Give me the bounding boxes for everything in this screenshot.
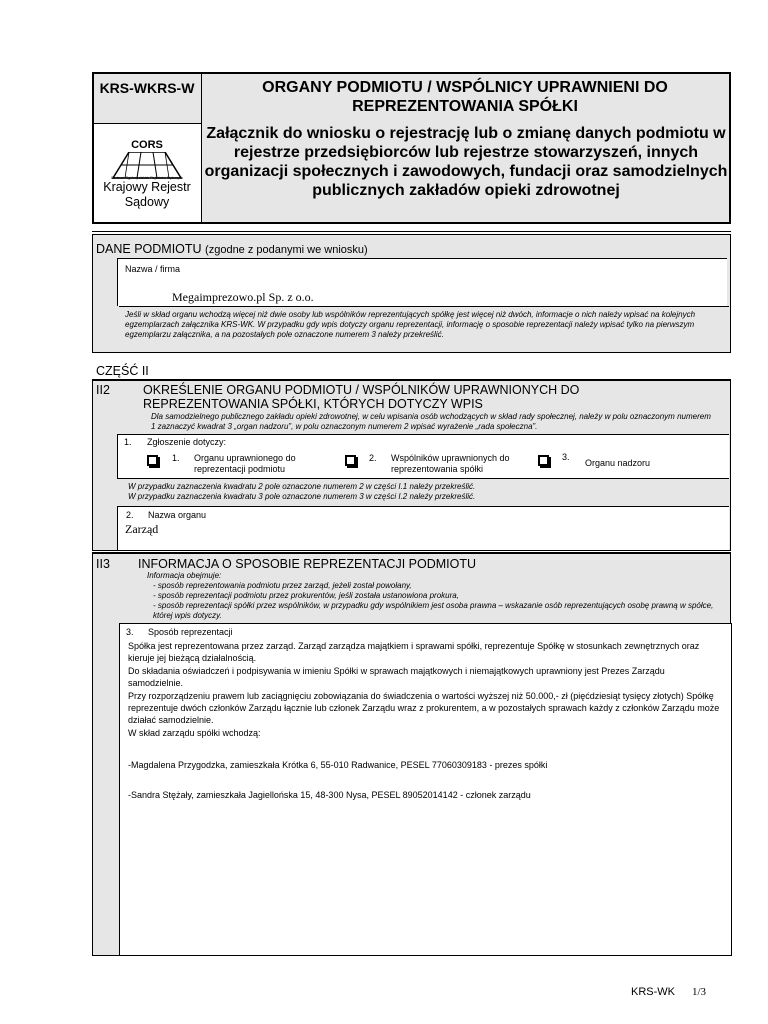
ii3-number: II3	[96, 557, 110, 571]
rep-paragraph-2: Do składania oświadczeń i podpisywania w imieniu Spółki w sprawach majątkowych i niemajątkowych uprawniony jest Prezes Zarządu samodzielnie.	[128, 666, 665, 688]
form-code: KRS-WKRS-W	[99, 80, 195, 96]
logo-subtext: Centrum Ogólnopolskich Rejestrów Sądowych	[111, 176, 183, 180]
option-1-number: 1.	[172, 453, 180, 463]
info-heading: Informacja obejmuje:	[147, 571, 222, 580]
option-3-number: 3.	[562, 452, 570, 462]
option-note-1: W przypadku zaznaczenia kwadratu 2 pole oznaczone numerem 2 w części I.1 należy przekreślić.	[128, 482, 476, 491]
form-subtitle: Załącznik do wniosku o rejestrację lub o zmianę danych podmiotu w rejestrze przedsiębiorców lub rejestrze stowarzyszeń, innych organizacji społecznych i zawodowych, fundacji oraz samodzielnych publicznych zakładów opieki zdrowotnej	[204, 125, 728, 199]
registry-name: Krajowy Rejestr Sądowy	[103, 180, 191, 209]
dane-podmiotu-title: DANE PODMIOTU	[96, 242, 202, 256]
company-name-value: Megaimprezowo.pl Sp. z o.o.	[172, 290, 314, 304]
option-2-label: Wspólników uprawnionych do reprezentowania spółki	[391, 453, 510, 474]
copies-note: Jeśli w skład organu wchodzą więcej niż dwie osoby lub wspólników reprezentujących spółkę jest więcej niż dwóch, informacje o nich należy wpisać na kolejnych egzemplarzach załącznika KRS-WK. W przypadku gdy wpis dotyczy organu reprezentacji, informację o sposobie reprezentacji należy wpisać tylko na pierwszym egzemplarzu załącznika, a na pozostałych pole oznaczone numerem 3 należy przekreślić.	[125, 310, 696, 339]
option-organ-reprezentacji[interactable]	[146, 451, 326, 475]
info-item-1: - sposób reprezentowania podmiotu przez zarząd, jeżeli został powołany,	[153, 581, 412, 590]
organ-name-field[interactable]	[117, 506, 729, 550]
ii2-title: OKREŚLENIE ORGANU PODMIOTU / WSPÓLNIKÓW UPRAWNIONYCH DO REPREZENTOWANIA SPÓŁKI, KTÓRYCH DOTYCZY WPIS	[143, 383, 580, 411]
option-wspolnicy[interactable]	[344, 451, 534, 475]
option-1-checkbox[interactable]	[147, 455, 158, 466]
ii3-title: INFORMACJA O SPOSOBIE REPREZENTACJI PODMIOTU	[138, 557, 477, 571]
option-3-checkbox[interactable]	[538, 455, 549, 466]
info-item-3: - sposób reprezentacji spółki przez wspólników, w przypadku gdy wspólnikiem jest osoba prawna – wskazanie osób reprezentujących osobę prawną w spółce, której wpis dotyczy.	[153, 601, 714, 620]
option-note-2: W przypadku zaznaczenia kwadratu 3 pole oznaczone numerem 3 w części I.2 należy przekreślić.	[128, 492, 476, 501]
rep-paragraph-4: W skład zarządu spółki wchodzą:	[128, 728, 261, 739]
board-member-2: -Sandra Stężały, zamieszkała Jagiellońska 15, 48-300 Nysa, PESEL 89052014142 - członek zarządu	[128, 790, 531, 800]
field3-label: Sposób reprezentacji	[148, 627, 233, 637]
dane-podmiotu-note: (zgodne z podanymi we wniosku)	[205, 244, 368, 256]
logo-text: CORS	[112, 139, 182, 152]
field3-number: 3.	[126, 627, 134, 637]
option-3-label: Organu nadzoru	[585, 458, 651, 468]
company-name-label: Nazwa / firma	[125, 264, 181, 274]
field2-label: Nazwa organu	[148, 510, 207, 520]
rep-paragraph-3: Przy rozporządzeniu prawem lub zaciągnięciu zobowiązania do świadczenia o wartości wyższej niż 50.000,- zł (pięćdziesiąt tysięcy złotych) Spółkę reprezentuje dwóch członków Zarządu łącznie lub członek Zarządu wraz z prokurentem, a w pozostałych sprawach każdy z członków Zarządu może działać samodzielnie.	[128, 691, 720, 725]
dane-podmiotu-note-box	[119, 306, 729, 350]
field2-number: 2.	[126, 510, 134, 520]
page-number: 1/3	[692, 986, 707, 998]
field1-number: 1.	[124, 437, 132, 447]
representation-text	[128, 641, 720, 740]
option-1-label: Organu uprawnionego do reprezentacji podmiotu	[194, 453, 296, 474]
field1-label: Zgłoszenie dotyczy:	[147, 437, 227, 447]
board-member-1: -Magdalena Przygodzka, zamieszkała Krótka 6, 55-010 Radwanice, PESEL 77060309183 - prezes spółki	[128, 760, 548, 770]
option-2-checkbox[interactable]	[345, 455, 356, 466]
footer-form-code: KRS-WK	[631, 986, 675, 998]
organ-name-value: Zarząd	[125, 522, 159, 536]
part-label: CZĘŚĆ II	[96, 364, 149, 378]
ii2-number: II2	[96, 383, 110, 397]
option-2-number: 2.	[369, 453, 377, 463]
rep-paragraph-1: Spółka jest reprezentowana przez zarząd. Zarząd zarządza majątkiem i sprawami spółki, reprezentuje Spółkę w stosunkach zewnętrznych oraz kieruje jej bieżącą działalnością.	[128, 641, 700, 663]
form-title: ORGANY PODMIOTU / WSPÓLNICY UPRAWNIENI DO REPREZENTOWANIA SPÓŁKI	[262, 79, 668, 115]
ii2-note: Dla samodzielnego publicznego zakładu opieki zdrowotnej, w celu wpisania osób wchodzących w skład rady społecznej, należy w polu oznaczonym numerem 1 zaznaczyć kwadrat 3 „organ nadzoru”, w polu oznaczonym numerem 2 wpisać wyrażenie „rada społeczna”.	[151, 412, 711, 431]
option-organ-nadzoru[interactable]	[537, 451, 717, 475]
dane-podmiotu-heading	[96, 242, 368, 258]
info-item-2: - sposób reprezentacji podmiotu przez prokurentów, jeśli została ustanowiona prokura,	[153, 591, 459, 600]
